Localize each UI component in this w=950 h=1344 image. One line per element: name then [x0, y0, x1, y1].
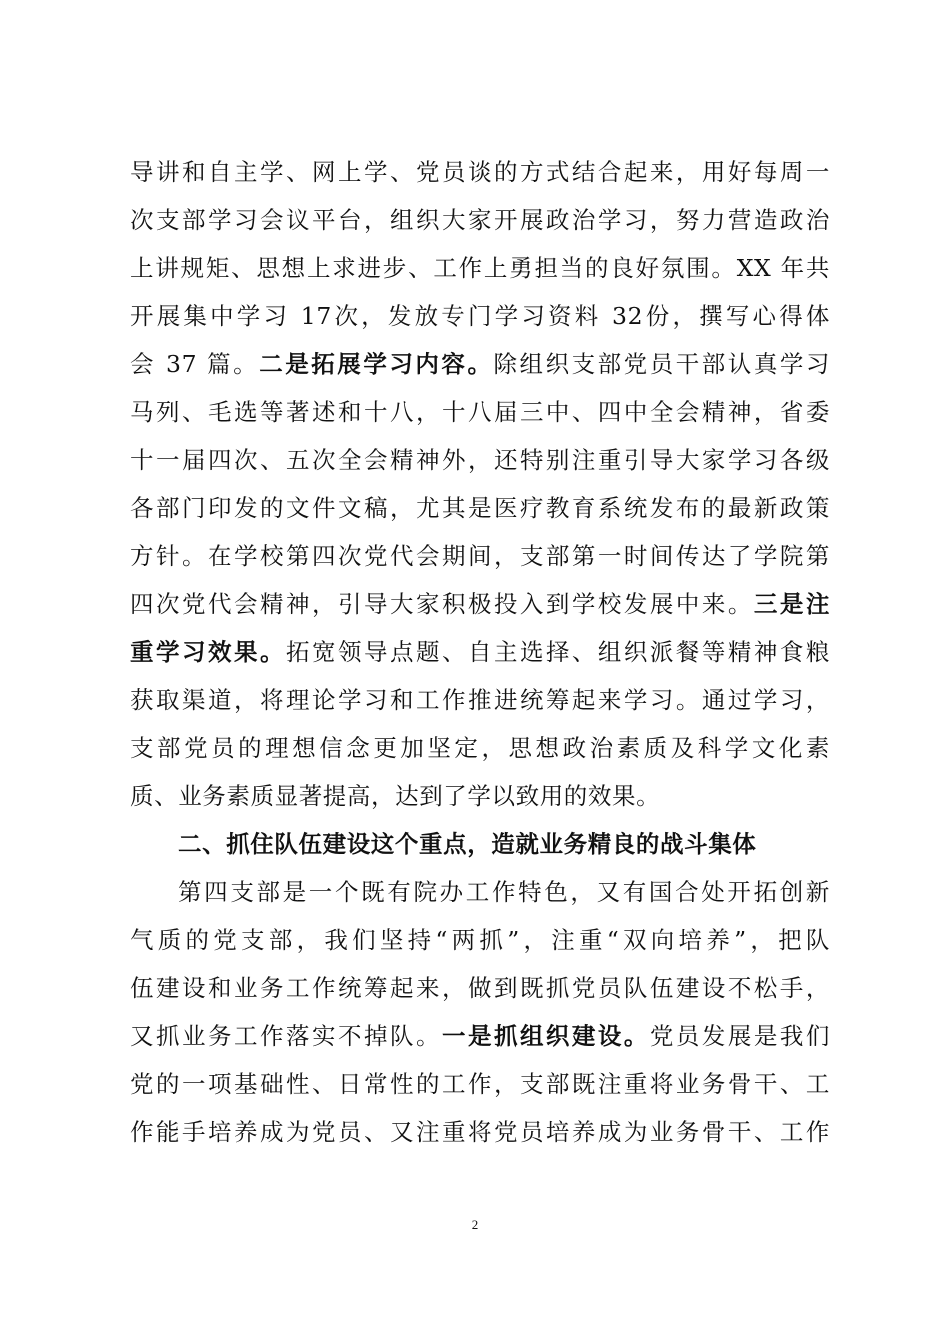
text-line: 十一届四次、五次全会精神外，还特别注重引导大家学习各级: [130, 446, 830, 474]
text-line: 开展集中学习 17次，发放专门学习资料 32份，撰写心得体: [130, 302, 830, 330]
bold-run: 一是抓组织建设。: [441, 1022, 650, 1050]
bold-run: 重学习效果。: [130, 638, 286, 666]
text-line: [130, 628, 830, 676]
text-run: 会 37 篇。: [130, 350, 260, 378]
text-line: 作能手培养成为党员、又注重将党员培养成为业务骨干、工作: [130, 1118, 830, 1146]
text-line: 方针。在学校第四次党代会期间，支部第一时间传达了学院第: [130, 542, 830, 570]
text-line: 各部门印发的文件文稿，尤其是医疗教育系统发布的最新政策: [130, 494, 830, 522]
body-text: [130, 148, 830, 1156]
text-line: 第四支部是一个既有院办工作特色，又有国合处开拓创新: [178, 878, 830, 906]
bold-run: 三是注: [753, 590, 830, 618]
text-line: 支部党员的理想信念更加坚定，思想政治素质及科学文化素: [130, 734, 830, 762]
text-run: 党员发展是我们: [649, 1022, 830, 1050]
bold-run: 二是拓展学习内容。: [259, 350, 494, 378]
text-line: 次支部学习会议平台，组织大家开展政治学习，努力营造政治: [130, 206, 830, 234]
text-run: 又抓业务工作落实不掉队。: [130, 1022, 442, 1050]
text-line: 质、业务素质显著提高，达到了学以致用的效果。: [130, 782, 661, 810]
text-line: 气质的党支部，我们坚持“两抓”，注重“双向培养”，把队: [130, 926, 830, 954]
page-number: 2: [471, 1217, 479, 1232]
text-run: 四次党代会精神，引导大家积极投入到学校发展中来。: [130, 590, 754, 618]
text-line: [130, 340, 830, 388]
text-line: 导讲和自主学、网上学、党员谈的方式结合起来，用好每周一: [130, 158, 830, 186]
text-line: [130, 1012, 830, 1060]
text-line: 马列、毛选等著述和十八，十八届三中、四中全会精神，省委: [130, 398, 830, 426]
text-line: 伍建设和业务工作统筹起来，做到既抓党员队伍建设不松手，: [130, 974, 830, 1002]
text-line: [130, 580, 830, 628]
text-run: 除组织支部党员干部认真学习: [493, 350, 830, 378]
text-line: 上讲规矩、思想上求进步、工作上勇担当的良好氛围。XX 年共: [130, 254, 830, 282]
text-line: 党的一项基础性、日常性的工作，支部既注重将业务骨干、工: [130, 1070, 830, 1098]
text-line: 获取渠道，将理论学习和工作推进统筹起来学习。通过学习，: [130, 686, 830, 714]
section-heading: 二、抓住队伍建设这个重点，造就业务精良的战斗集体: [178, 830, 757, 858]
text-run: 拓宽领导点题、自主选择、组织派餐等精神食粮: [285, 638, 830, 666]
